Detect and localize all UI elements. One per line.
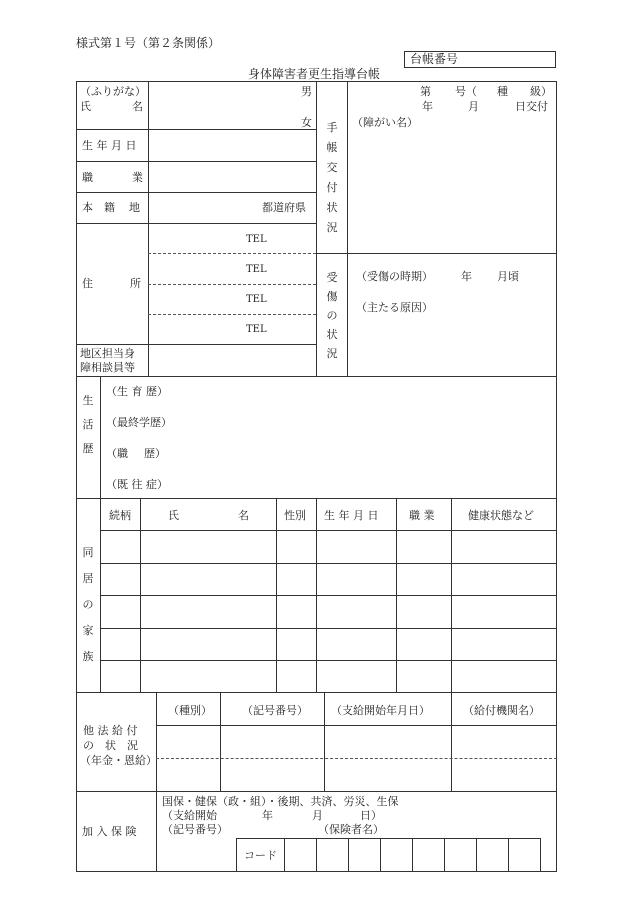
- disability-name-label: （障がい名）: [352, 116, 418, 129]
- family-label: 同居の家族: [82, 546, 94, 663]
- notebook-status-label: 手帳交付状況: [326, 121, 338, 234]
- disability-name-field[interactable]: [348, 130, 556, 252]
- life-history-field[interactable]: [101, 377, 556, 497]
- code-box-line: [540, 838, 541, 872]
- birth-label: 生 年 月 日: [82, 139, 137, 152]
- name-label-2: 名: [132, 100, 143, 113]
- table-row[interactable]: [101, 564, 556, 594]
- work-history-label-1: （職: [106, 447, 128, 460]
- family-col-name-2: 名: [238, 509, 249, 522]
- family-col-birth: 生 年 月 日: [324, 509, 379, 522]
- tel-label: TEL: [246, 234, 267, 245]
- domicile-label-1: 本: [82, 201, 93, 214]
- notebook-number-go: 号（: [455, 85, 477, 98]
- table-row[interactable]: [157, 726, 556, 757]
- birth-field[interactable]: [149, 130, 315, 160]
- family-col-sex: 性別: [284, 509, 306, 522]
- benefit-col-type: （種別）: [168, 704, 212, 717]
- domicile-label-2: 籍: [104, 201, 115, 214]
- notebook-grade-1: 種: [497, 85, 508, 98]
- insurance-types[interactable]: 国保・健保（政・組）・後期、共済、労災、生保: [162, 795, 399, 808]
- column-line: [316, 81, 317, 376]
- job-label-2: 業: [132, 171, 143, 184]
- insurer-name-label: （保険者名）: [318, 823, 384, 836]
- benefit-col-agency: （給付機関名）: [463, 704, 540, 717]
- job-field[interactable]: [149, 162, 315, 191]
- benefit-col-code: （記号番号）: [242, 704, 308, 717]
- sex-female[interactable]: 女: [301, 116, 312, 129]
- table-row[interactable]: [101, 531, 556, 562]
- counselor-label-1: 地区担当身: [80, 347, 135, 360]
- insurance-code-number-label: （記号番号）: [162, 823, 228, 836]
- code-label: コード: [244, 849, 277, 862]
- upbringing-label: （生 育 歴）: [106, 385, 168, 398]
- injury-cause-label: （主たる原因）: [356, 301, 433, 314]
- injury-year: 年: [461, 270, 472, 283]
- table-row[interactable]: [101, 661, 556, 691]
- row-line: [316, 253, 557, 254]
- insurance-start-label: （支給開始: [162, 809, 217, 822]
- injury-time-label: （受傷の時期）: [356, 270, 433, 283]
- notebook-year: 年: [422, 100, 433, 113]
- job-label-1: 職: [82, 171, 93, 184]
- name-field[interactable]: [149, 82, 315, 128]
- family-col-health: 健康状態など: [468, 509, 534, 522]
- tel-label: TEL: [246, 324, 267, 335]
- page-title: 身体障害者更生指導台帳: [248, 67, 381, 81]
- column-line: [156, 791, 157, 872]
- other-benefits-label-2: の 状 況: [83, 739, 138, 752]
- tel-label: TEL: [246, 294, 267, 305]
- family-col-name-1: 氏: [168, 509, 179, 522]
- table-row[interactable]: [101, 629, 556, 659]
- form-number: 様式第１号（第２条関係）: [76, 36, 221, 50]
- section-divider: [76, 692, 557, 693]
- injury-cause-field[interactable]: [348, 315, 556, 375]
- life-history-label: 生活歴: [82, 394, 94, 455]
- domicile-label-3: 地: [129, 201, 140, 214]
- address-field[interactable]: [149, 224, 315, 344]
- notebook-grade-2: 級）: [530, 85, 552, 98]
- furigana-label: （ふりがな）: [80, 85, 146, 98]
- other-benefits-label-3: （年金・恩給）: [80, 754, 157, 767]
- family-col-job: 職 業: [409, 509, 435, 522]
- insurance-start-year: 年: [262, 809, 273, 822]
- other-benefits-label-1: 他 法 給 付: [83, 724, 138, 737]
- address-label-2: 所: [130, 277, 141, 290]
- counselor-field[interactable]: [149, 345, 315, 375]
- table-row[interactable]: [101, 596, 556, 627]
- sex-male[interactable]: 男: [301, 85, 312, 98]
- notebook-month: 月: [468, 100, 479, 113]
- address-label-1: 住: [82, 277, 93, 290]
- section-divider: [76, 791, 557, 792]
- insurance-start-month: 月: [312, 809, 323, 822]
- tel-label: TEL: [246, 264, 267, 275]
- notebook-number-dai: 第: [420, 85, 431, 98]
- work-history-label-2: 歴）: [144, 447, 166, 460]
- insurance-start-day: 日）: [360, 809, 382, 822]
- notebook-issued: 日交付: [515, 100, 548, 113]
- table-row[interactable]: [157, 759, 556, 790]
- ledger-number-box[interactable]: [404, 51, 556, 68]
- family-col-relation: 続柄: [109, 509, 131, 522]
- name-label-1: 氏: [80, 100, 91, 113]
- benefit-col-start: （支給開始年月日）: [331, 704, 430, 717]
- insurance-label: 加 入 保 険: [82, 825, 137, 838]
- code-input-boxes[interactable]: [285, 839, 540, 871]
- ledger-number-label: 台帳番号: [410, 52, 459, 66]
- illness-label: （既 往 症）: [106, 478, 168, 491]
- prefecture-suffix: 都道府県: [262, 201, 306, 214]
- code-box-line: [236, 838, 237, 872]
- counselor-label-2: 障相談員等: [80, 361, 135, 374]
- injury-month: 月頃: [497, 270, 519, 283]
- domicile-field[interactable]: [149, 193, 259, 222]
- injury-status-label: 受傷の状況: [326, 271, 338, 360]
- education-label: （最終学歴）: [106, 416, 172, 429]
